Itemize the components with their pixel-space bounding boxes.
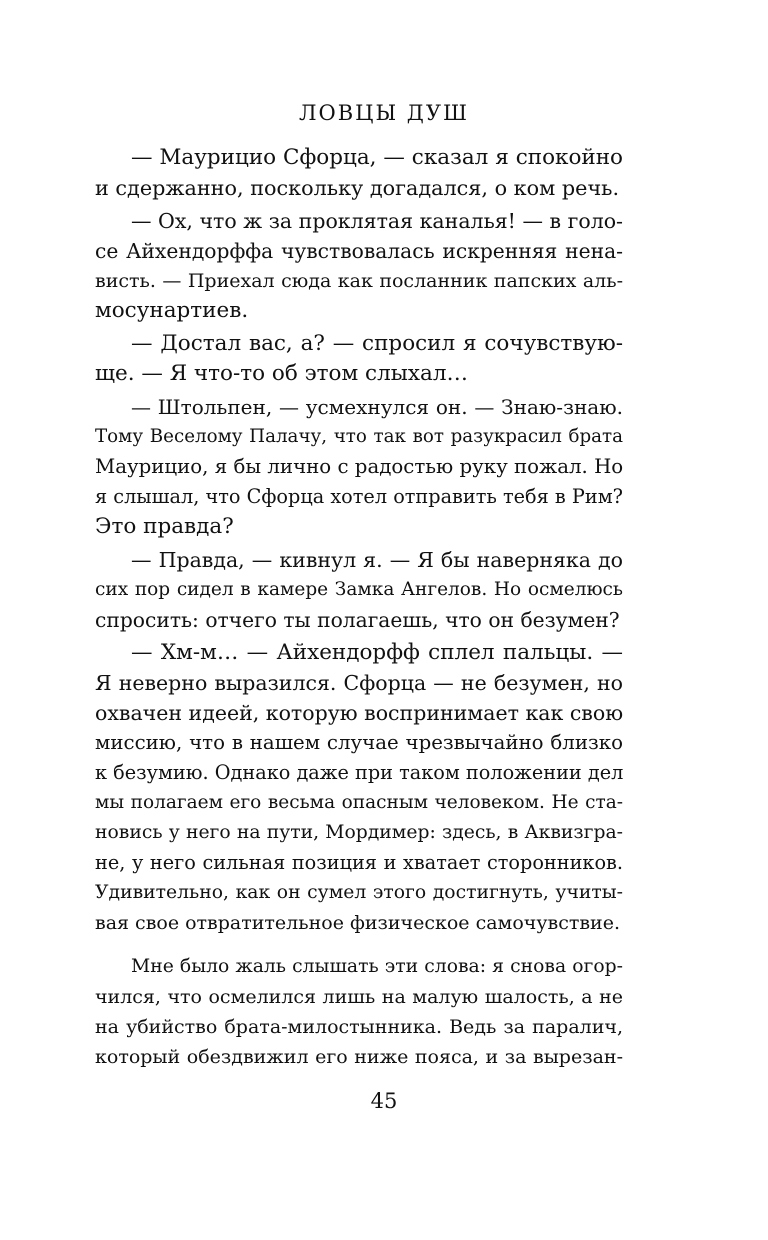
text-line: Удивительно, как он сумел этого достигнуть, учиты- [95, 882, 623, 903]
text-line: новись у него на пути, Мордимер: здесь, в Аквизгра- [95, 822, 623, 843]
text-line: — Ох, что ж за проклятая каналья! — в голо- [131, 209, 623, 233]
text-line: на убийство брата-милостынника. Ведь за паралич, [95, 1016, 623, 1038]
text-line: к безумию. Однако даже при таком положении дел [95, 761, 624, 784]
text-line: мы полагаем его весьма опасным человеком. Не ста- [95, 792, 623, 813]
text-line: висть. — Приехал сюда как посланник папских аль- [95, 270, 623, 292]
text-line: вая свое отвратительное физическое самочувствие. [95, 912, 621, 934]
text-line: миссию, что в нашем случае чрезвычайно близко [95, 731, 623, 754]
text-line: — Штольпен, — усмехнулся он. — Знаю-знаю. [131, 395, 623, 419]
text-line: и сдержанно, поскольку догадался, о ком речь. [95, 176, 620, 200]
text-line: сих пор сидел в камере Замка Ангелов. Но осмелюсь [95, 579, 623, 600]
text-line: — Хм-м… — Айхендорфф сплел пальцы. — [131, 640, 623, 665]
text-line: не, у него сильная позиция и хватает сторонников. [95, 851, 623, 874]
text-line: спросить: отчего ты полагаешь, что он безумен? [95, 608, 620, 632]
running-title: ЛОВЦЫ ДУШ [298, 101, 470, 125]
text-line: я слышал, что Сфорца хотел отправить тебя в Рим? [95, 485, 623, 508]
text-line: — Маурицио Сфорца, — сказал я спокойно [131, 145, 623, 170]
page-number: 45 [370, 1089, 398, 1113]
text-line: — Правда, — кивнул я. — Я бы наверняка до [131, 548, 623, 572]
text-line: Мне было жаль слышать эти слова: я снова огор- [131, 956, 623, 977]
text-line: — Достал вас, а? — спросил я сочувствую- [131, 331, 623, 356]
text-line: Маурицио, я бы лично с радостью руку пожал. Но [95, 455, 624, 478]
text-line: который обездвижил его ниже пояса, и за вырезан- [95, 1046, 623, 1068]
text-line: се Айхендорффа чувствовалась искренняя нена- [95, 239, 623, 263]
text-line: Я неверно выразился. Сфорца — не безумен, но [95, 671, 623, 695]
text-line: мосунартиев. [95, 298, 249, 323]
body-text [95, 143, 623, 1072]
text-line: Тому Веселому Палачу, что так вот разукрасил брата [95, 426, 623, 447]
text-line: охвачен идеей, которую воспринимает как свою [95, 701, 624, 725]
text-line: чился, что осмелился лишь на малую шалость, а не [95, 986, 623, 1008]
text-line: Это правда? [95, 514, 234, 539]
text-line: ще. — Я что-то об этом слыхал… [95, 361, 468, 386]
